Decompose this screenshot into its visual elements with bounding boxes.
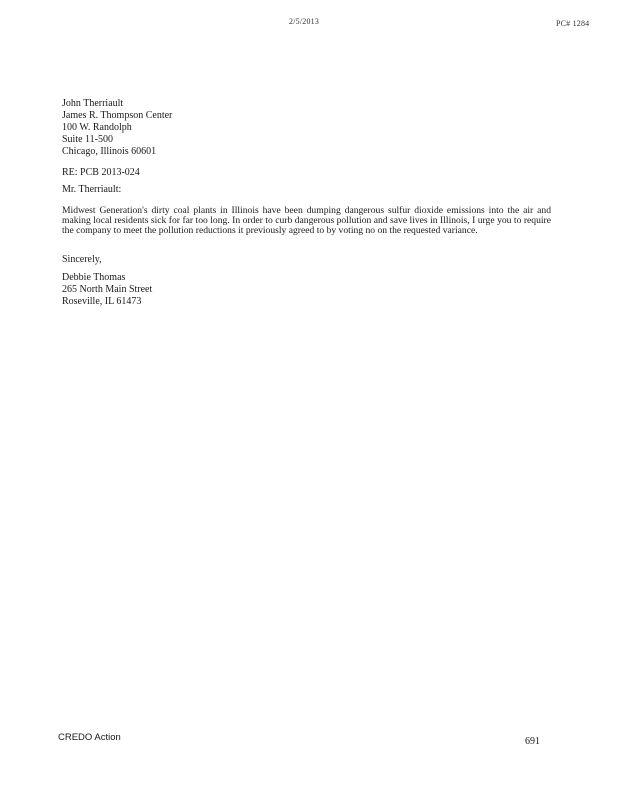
sender-name: Debbie Thomas	[62, 272, 126, 283]
re-line: RE: PCB 2013-024	[62, 167, 140, 178]
letter-body: Midwest Generation's dirty coal plants in Illinois have been dumping dangerous sulfur dioxide emissions into the air and making local residents sick for far too long. In order to curb dangerous pollution and save lives in Illinois, I urge you to require the company to meet the pollution reductions it previously agreed to by voting no on the requested variance.	[62, 205, 551, 236]
recipient-building: James R. Thompson Center	[62, 110, 173, 121]
header-pc-number: PC# 1284	[556, 19, 590, 28]
sender-city: Roseville, IL 61473	[62, 296, 142, 307]
closing: Sincerely,	[62, 254, 102, 265]
header-date: 2/5/2013	[289, 17, 320, 26]
recipient-address-block	[62, 98, 172, 158]
footer-organization: CREDO Action	[58, 732, 121, 743]
sender-address-block	[62, 272, 152, 308]
salutation: Mr. Therriault:	[62, 184, 122, 195]
recipient-street: 100 W. Randolph	[62, 122, 132, 133]
recipient-city: Chicago, Illinois 60601	[62, 146, 157, 157]
sender-street: 265 North Main Street	[62, 284, 153, 295]
recipient-name: John Therriault	[62, 98, 124, 109]
recipient-suite: Suite 11-500	[62, 134, 114, 145]
footer-page-number: 691	[525, 736, 540, 747]
